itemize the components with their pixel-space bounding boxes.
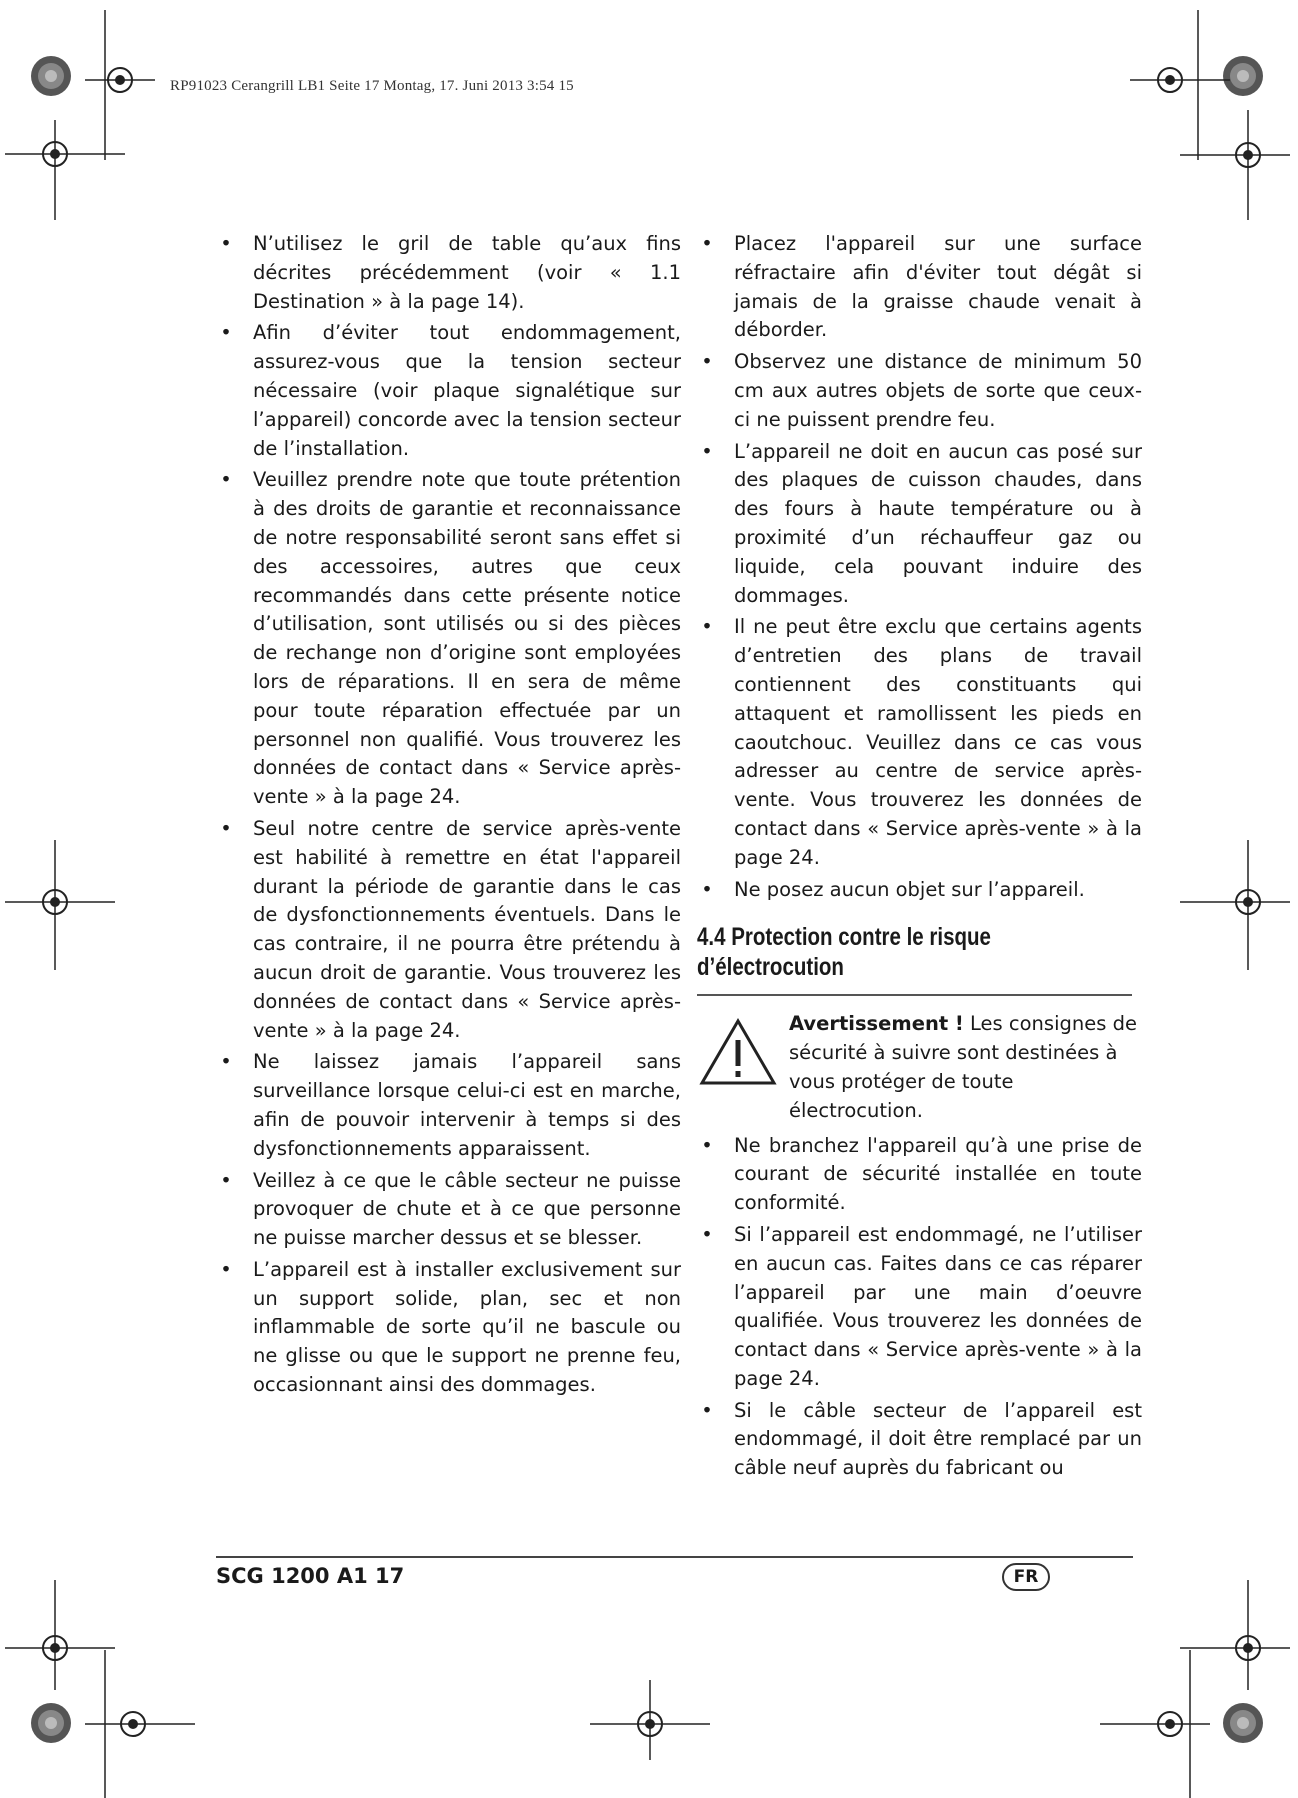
registration-mark-icon [1180, 110, 1290, 220]
list-item [697, 613, 1142, 872]
list-item [216, 230, 681, 316]
warning-label: Avertissement ! [789, 1012, 964, 1036]
bullet: • [701, 1398, 713, 1422]
list-item-text: Veuillez prendre note que toute prétention à des droits de garantie et reconnaissance de notre responsabilité seront sans effet si des accessoires, autres que ceux recommandés dans cette présente notice d’utilisation, sont utilisés ou si des pièces de rechange non d’origine sont employées lors de réparations. Il en sera de même pour toute réparation effectuée par un personnel non qualifié. Vous trouverez les données de contact dans « Service après-vente » à la page 24. [253, 468, 681, 809]
registration-mark-icon [590, 1680, 710, 1760]
list-item [216, 466, 681, 812]
list-item-text: Veillez à ce que le câble secteur ne puisse provoquer de chute et à ce que personne ne puisse marcher dessus et se blesser. [253, 1168, 681, 1250]
bullet: • [220, 1257, 232, 1281]
print-header: RP91023 Cerangrill LB1 Seite 17 Montag, 17. Juni 2013 3:54 15 [170, 78, 574, 94]
bullet: • [701, 439, 713, 463]
registration-mark-icon [5, 840, 115, 970]
bullet: • [701, 1133, 713, 1157]
bullet: • [220, 232, 232, 255]
list-item-text: Observez une distance de minimum 50 cm aux autres objets de sorte que ceux-ci ne puissent prendre feu. [734, 350, 1142, 431]
warning-triangle-icon [699, 1018, 777, 1086]
list-item-text: Si le câble secteur de l’appareil est endommagé, il doit être remplacé par un câble neuf auprès du fabricant ou [734, 1398, 1142, 1480]
list-item-text: Ne laissez jamais l’appareil sans surveillance lorsque celui-ci est en marche, afin de pouvoir intervenir à temps si des dysfonctionnements apparaissent. [253, 1050, 681, 1160]
list-item [697, 876, 1142, 905]
list-item-text: Ne branchez l'appareil qu’à une prise de courant de sécurité installée en toute conformité. [734, 1133, 1142, 1215]
list-item-text: Afin d’éviter tout endommagement, assurez-vous que la tension secteur nécessaire (voir plaque signalétique sur l’appareil) concorde avec la tension secteur de l’installation. [253, 321, 681, 460]
bullet: • [220, 321, 232, 345]
bullet: • [220, 1050, 232, 1074]
list-item [697, 438, 1142, 611]
list-item [216, 1048, 681, 1163]
warning-text: Les consignes de sécurité à suivre sont destinées à vous protéger de toute électrocution. [789, 1012, 1137, 1122]
list-item-text: Il ne peut être exclu que certains agents d’entretien des plans de travail contiennent des constituants qui attaquent et ramollissent les pieds en caoutchouc. Veuillez dans ce cas vous adresser au centre de service après-vente. Vous trouverez les données de contact dans « Service après-vente » à la page 24. [734, 615, 1142, 869]
list-item-text: Ne posez aucun objet sur l’appareil. [734, 877, 1085, 901]
list-item [216, 1167, 681, 1253]
bullet: • [220, 468, 232, 492]
footer-divider [216, 1556, 1133, 1558]
list-item-text: Placez l'appareil sur une surface réfractaire afin d'éviter tout dégât si jamais de la graisse chaude venait à déborder. [734, 232, 1142, 342]
list-item-text: Seul notre centre de service après-vente est habilité à remettre en état l'appareil durant la période de garantie dans le cas de dysfonctionnements éventuels. Dans le cas contraire, il ne pourra être prétendu à aucun droit de garantie. Vous trouverez les données de contact dans « Service après-vente » à la page 24. [253, 816, 681, 1042]
registration-mark-icon [85, 1650, 195, 1798]
list-item [697, 348, 1142, 434]
registration-mark-icon [1180, 1580, 1290, 1690]
list-item [697, 230, 1142, 345]
registration-mark-icon [1180, 840, 1290, 970]
bullet: • [220, 1168, 232, 1192]
footer-model-page: SCG 1200 A1 17 [216, 1564, 405, 1588]
section-divider [697, 994, 1132, 996]
bullet: • [701, 350, 713, 374]
color-wheel-icon [30, 55, 72, 97]
bullet: • [701, 1222, 713, 1246]
bullet: • [701, 877, 713, 901]
list-item-text: L’appareil est à installer exclusivement sur un support solide, plan, sec et non inflammable de sorte qu’il ne bascule ou ne glisse ou que le support ne prenne feu, occasionnant ainsi des dommages. [253, 1257, 681, 1397]
left-column [216, 230, 681, 1403]
bullet: • [701, 615, 713, 639]
list-item [216, 815, 681, 1045]
color-wheel-icon [1222, 1702, 1264, 1744]
list-item [216, 1256, 681, 1400]
list-item [697, 1221, 1142, 1394]
warning-notice [697, 1010, 1142, 1125]
list-item-text: N’utilisez le gril de table qu’aux fins décrites précédemment (voir « 1.1 Destination » à la page 14). [253, 232, 681, 313]
bullet: • [701, 232, 713, 255]
registration-mark-icon [5, 120, 125, 220]
list-item [216, 319, 681, 463]
list-item [697, 1132, 1142, 1218]
bullet: • [220, 816, 232, 840]
color-wheel-icon [30, 1702, 72, 1744]
list-item [697, 1397, 1142, 1483]
list-item-text: Si l’appareil est endommagé, ne l’utiliser en aucun cas. Faites dans ce cas réparer l’appareil par une main d’oeuvre qualifiée. Vous trouverez les données de contact dans « Service après-vente » à la page 24. [734, 1222, 1142, 1390]
language-badge: FR [1002, 1563, 1050, 1591]
right-column [697, 230, 1142, 1486]
list-item-text: L’appareil ne doit en aucun cas posé sur des plaques de cuisson chaudes, dans des fours à haute température ou à proximité d’un réchauffeur gaz ou liquide, cela pouvant induire des dommages. [734, 439, 1142, 607]
section-heading: 4.4 Protection contre le risque d’électrocution [697, 923, 991, 982]
